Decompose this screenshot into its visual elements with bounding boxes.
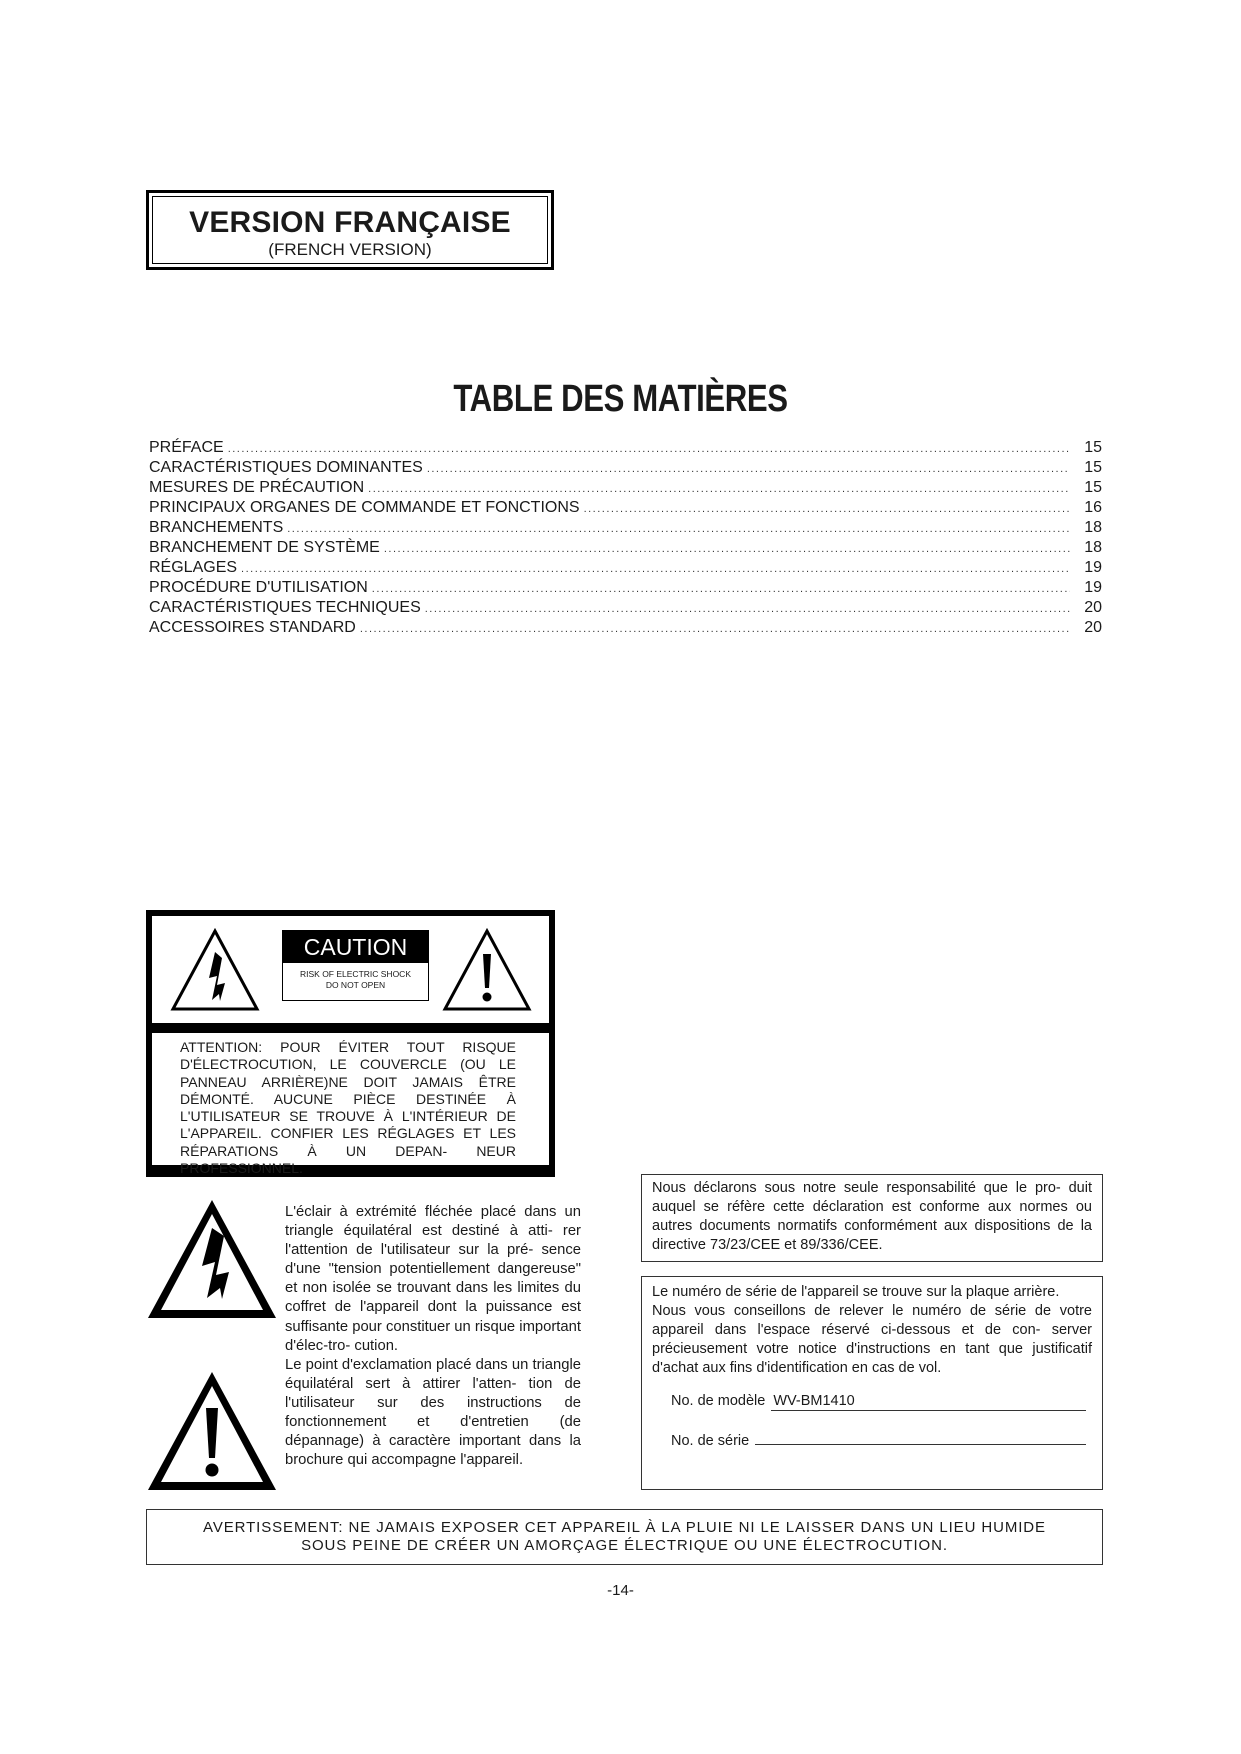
warning-box: [146, 1509, 1103, 1565]
toc-title: TABLE DES MATIÈRES: [453, 378, 788, 420]
toc-leader-dots: [241, 559, 1070, 579]
toc-leader-dots: [427, 459, 1070, 479]
toc-entry-label: PRINCIPAUX ORGANES DE COMMANDE ET FONCTIONS: [149, 499, 580, 516]
model-value: WV-BM1410: [773, 1393, 855, 1410]
toc-entry[interactable]: [149, 498, 1102, 518]
toc-entry-page: 19: [1084, 579, 1102, 596]
toc-leader-dots: [584, 499, 1070, 519]
exclamation-triangle-icon: [146, 1370, 278, 1492]
toc-entry-label: RÉGLAGES: [149, 559, 238, 576]
toc-entry-page: 16: [1084, 499, 1102, 516]
version-title: VERSION FRANÇAISE: [189, 206, 511, 239]
page-number: -14-: [607, 1582, 634, 1599]
lightning-warning-icon: [170, 928, 260, 1012]
caution-risk-line1: RISK OF ELECTRIC SHOCK: [300, 969, 411, 979]
toc-entry-page: 18: [1084, 539, 1102, 556]
toc-leader-dots: [372, 579, 1070, 599]
caution-label-box: [282, 930, 429, 1001]
toc-entry-label: ACCESSOIRES STANDARD: [149, 619, 356, 636]
version-header-inner: [152, 196, 548, 264]
warning-line2: SOUS PEINE DE CRÉER UN AMORÇAGE ÉLECTRIQUE OU UNE ÉLECTROCUTION.: [301, 1537, 948, 1554]
toc-leader-dots: [287, 519, 1070, 539]
toc-entry[interactable]: [149, 578, 1102, 598]
toc-entry-page: 19: [1084, 559, 1102, 576]
toc-entry[interactable]: [149, 598, 1102, 618]
model-field-row: [652, 1392, 1092, 1411]
caution-risk-line2: DO NOT OPEN: [325, 980, 386, 990]
model-field[interactable]: [771, 1392, 1086, 1411]
declaration-text: Nous déclarons sous notre seule responsabilité que le pro- duit auquel se réfère cette déclaration est conforme aux normes ou autres documents normatifs conformément aux dispositions de la directive 73/23/CEE et 89/336/CEE.: [652, 1180, 1092, 1254]
toc-entry-page: 15: [1084, 479, 1102, 496]
serial-location-text: Le numéro de série de l'appareil se trouve sur la plaque arrière.: [652, 1284, 1060, 1300]
toc-entry-label: BRANCHEMENT DE SYSTÈME: [149, 539, 380, 556]
toc-leader-dots: [228, 439, 1070, 459]
exclamation-explanation-text: Le point d'exclamation placé dans un triangle équilatéral sert à attirer l'atten- tion de l'utilisateur sur des instructions de fonctionnement et d'entretien (de dépannage) à caractère important dans la brochure qui accompagne l'appareil.: [285, 1356, 581, 1469]
toc-leader-dots: [384, 539, 1070, 559]
toc-leader-dots: [425, 599, 1070, 619]
exclamation-warning-icon: [442, 928, 532, 1012]
toc-entry[interactable]: [149, 538, 1102, 558]
caution-panel: [146, 910, 555, 1177]
serial-advice-text: Nous vous conseillons de relever le numéro de série de votre appareil dans l'espace réservé ci-dessous et de con- server précieusement votre notice d'instructions en tant que justificatif d'achat aux fins d'identification en cas de vol.: [652, 1303, 1092, 1377]
warning-line1: AVERTISSEMENT: NE JAMAIS EXPOSER CET APPAREIL À LA PLUIE NI LE LAISSER DANS UN LIEU HUMIDE: [203, 1519, 1046, 1536]
serial-field[interactable]: [755, 1426, 1086, 1445]
caution-symbols-row: [152, 916, 549, 1023]
caution-attention-area: [152, 1033, 549, 1177]
toc-entry-page: 20: [1084, 619, 1102, 636]
version-subtitle: (FRENCH VERSION): [268, 240, 432, 259]
toc-entry[interactable]: [149, 458, 1102, 478]
toc-entry-label: CARACTÉRISTIQUES TECHNIQUES: [149, 599, 421, 616]
toc-entry-label: PROCÉDURE D'UTILISATION: [149, 579, 368, 596]
toc-leader-dots: [360, 619, 1070, 639]
lightning-triangle-icon: [146, 1198, 278, 1320]
toc-entry-page: 20: [1084, 599, 1102, 616]
toc-entry-page: 15: [1084, 439, 1102, 456]
toc-entry[interactable]: [149, 438, 1102, 458]
toc-entry[interactable]: [149, 618, 1102, 638]
toc-list: [149, 438, 1102, 638]
toc-entry-page: 18: [1084, 519, 1102, 536]
toc-entry-label: MESURES DE PRÉCAUTION: [149, 479, 365, 496]
toc-entry[interactable]: [149, 558, 1102, 578]
toc-entry-page: 15: [1084, 459, 1102, 476]
toc-entry-label: PRÉFACE: [149, 439, 224, 456]
caution-label: CAUTION: [283, 931, 428, 963]
serial-field-row: [652, 1426, 1092, 1451]
declaration-box: [641, 1174, 1103, 1262]
toc-entry[interactable]: [149, 478, 1102, 498]
lightning-explanation-text: L'éclair à extrémité fléchée placé dans un triangle équilatéral est destiné à atti- rer l'attention de l'utilisateur sur la pré- sence d'une "tension potentiellement dangereuse" et non isolée se trouvant dans les limites du coffret de l'appareil dont la puissance est suffisante pour constituer un risque important d'élec-tro- cution.: [285, 1204, 581, 1354]
model-label: No. de modèle: [671, 1393, 766, 1410]
toc-entry[interactable]: [149, 518, 1102, 538]
caution-attention-text: ATTENTION: POUR ÉVITER TOUT RISQUE D'ÉLECTROCUTION, LE COUVERCLE (OU LE PANNEAU ARRIÈRE)NE DOIT JAMAIS ÊTRE DÉMONTÉ. AUCUNE PIÈCE DESTINÉE À L'UTILISATEUR SE TROUVE À L'INTÉRIEUR DE L'APPAREIL. CONFIER LES RÉGLAGES ET LES RÉPARATIONS À UN DEPAN- NEUR PROFESSIONNEL.: [180, 1039, 516, 1177]
toc-leader-dots: [368, 479, 1070, 499]
toc-entry-label: CARACTÉRISTIQUES DOMINANTES: [149, 459, 423, 476]
caution-risk-text: [283, 963, 428, 991]
toc-entry-label: BRANCHEMENTS: [149, 519, 284, 536]
serial-number-box: [641, 1276, 1103, 1490]
serial-label: No. de série: [671, 1432, 750, 1449]
version-header-box: [146, 190, 554, 270]
symbols-explanation: [285, 1203, 581, 1470]
